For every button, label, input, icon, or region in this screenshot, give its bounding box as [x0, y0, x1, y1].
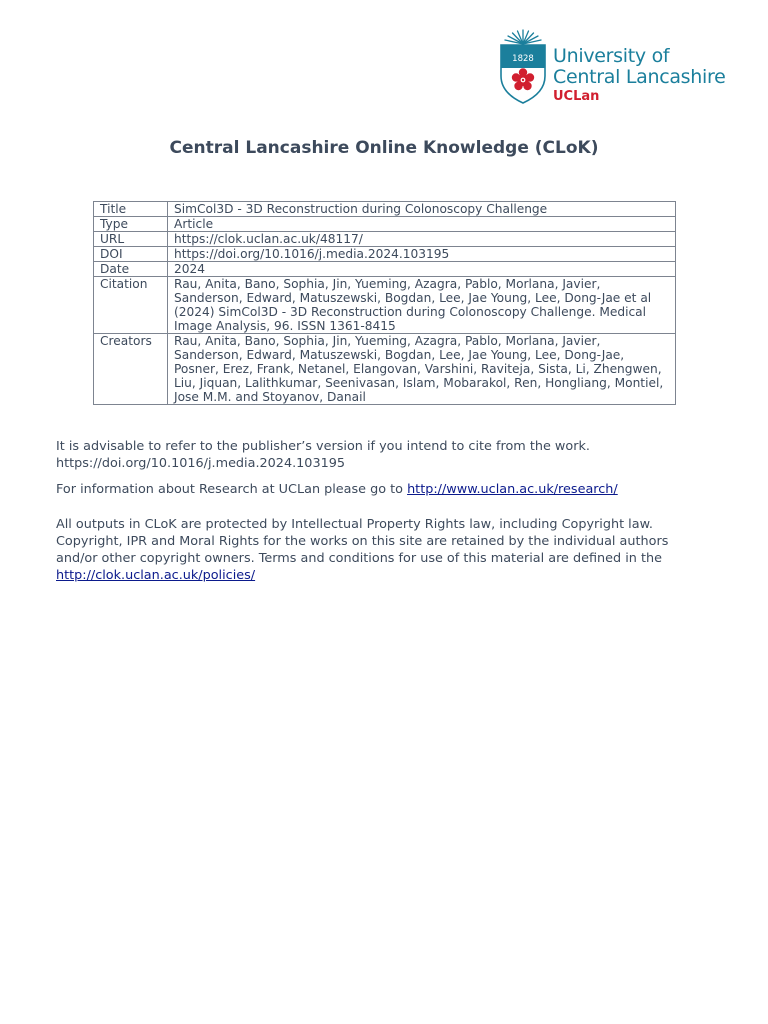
page-title: Central Lancashire Online Knowledge (CLoK)	[169, 138, 599, 158]
crest-icon	[500, 28, 546, 106]
research-link[interactable]: http://www.uclan.ac.uk/research/	[407, 482, 618, 497]
record-metadata-table	[93, 201, 676, 405]
logo-line-central-lancashire: Central Lancashire	[553, 66, 726, 88]
advisory-text: It is advisable to refer to the publisher’s version if you intend to cite from the work.	[56, 439, 590, 454]
table-row-title	[94, 202, 676, 217]
row-key: DOI	[94, 247, 168, 262]
row-key: Title	[94, 202, 168, 217]
rights-paragraph	[56, 516, 696, 584]
row-value-url: https://clok.uclan.ac.uk/48117/	[168, 232, 676, 247]
table-row-type	[94, 217, 676, 232]
row-value-doi: https://doi.org/10.1016/j.media.2024.103195	[168, 247, 676, 262]
table-row-doi	[94, 247, 676, 262]
logo-line-university: University of	[553, 45, 670, 67]
logo-wordmark	[553, 46, 725, 105]
table-row-creators	[94, 334, 676, 405]
row-value-creators: Rau, Anita, Bano, Sophia, Jin, Yueming, Azagra, Pablo, Morlana, Javier, Sanderson, Edward, Matuszewski, Bogdan, Lee, Jae Young, Lee, Dong-Jae, Posner, Erez, Frank, Netanel, Elangovan, Varshini, Raviteja, Sista, Li, Zhengwen, Liu, Jiquan, Lalithkumar, Seenivasan, Islam, Mobarakol, Ren, Hongliang, Montiel, Jose M.M. and Stoyanov, Danail	[168, 334, 676, 405]
rights-text: All outputs in CLoK are protected by Intellectual Property Rights law, including Copyright law. Copyright, IPR and Moral Rights for the works on this site are retained by the individual authors and/or other copyright owners. Terms and conditions for use of this material are defined in the	[56, 517, 669, 566]
table-row-citation	[94, 277, 676, 334]
row-value-date: 2024	[168, 262, 676, 277]
research-text: For information about Research at UCLan please go to	[56, 482, 408, 497]
table-row-url	[94, 232, 676, 247]
row-value-type: Article	[168, 217, 676, 232]
research-paragraph	[56, 481, 696, 498]
advisory-doi: https://doi.org/10.1016/j.media.2024.103195	[56, 456, 346, 471]
row-key: Date	[94, 262, 168, 277]
row-key: Type	[94, 217, 168, 232]
row-key: Citation	[94, 277, 168, 334]
row-value-title: SimCol3D - 3D Reconstruction during Colonoscopy Challenge	[168, 202, 676, 217]
table-row-date	[94, 262, 676, 277]
row-value-citation: Rau, Anita, Bano, Sophia, Jin, Yueming, Azagra, Pablo, Morlana, Javier, Sanderson, Edward, Matuszewski, Bogdan, Lee, Jae Young, Lee, Dong-Jae et al (2024) SimCol3D - 3D Reconstruction during Colonoscopy Challenge. Medical Image Analysis, 96. ISSN 1361-8415	[168, 277, 676, 334]
advisory-paragraph	[56, 438, 696, 472]
logo-line-uclan: UCLan	[553, 89, 600, 104]
crest-year: 1828	[512, 54, 534, 64]
row-key: Creators	[94, 334, 168, 405]
policies-link[interactable]: http://clok.uclan.ac.uk/policies/	[56, 568, 256, 583]
notes-section	[56, 438, 696, 584]
row-key: URL	[94, 232, 168, 247]
university-logo	[500, 28, 740, 106]
